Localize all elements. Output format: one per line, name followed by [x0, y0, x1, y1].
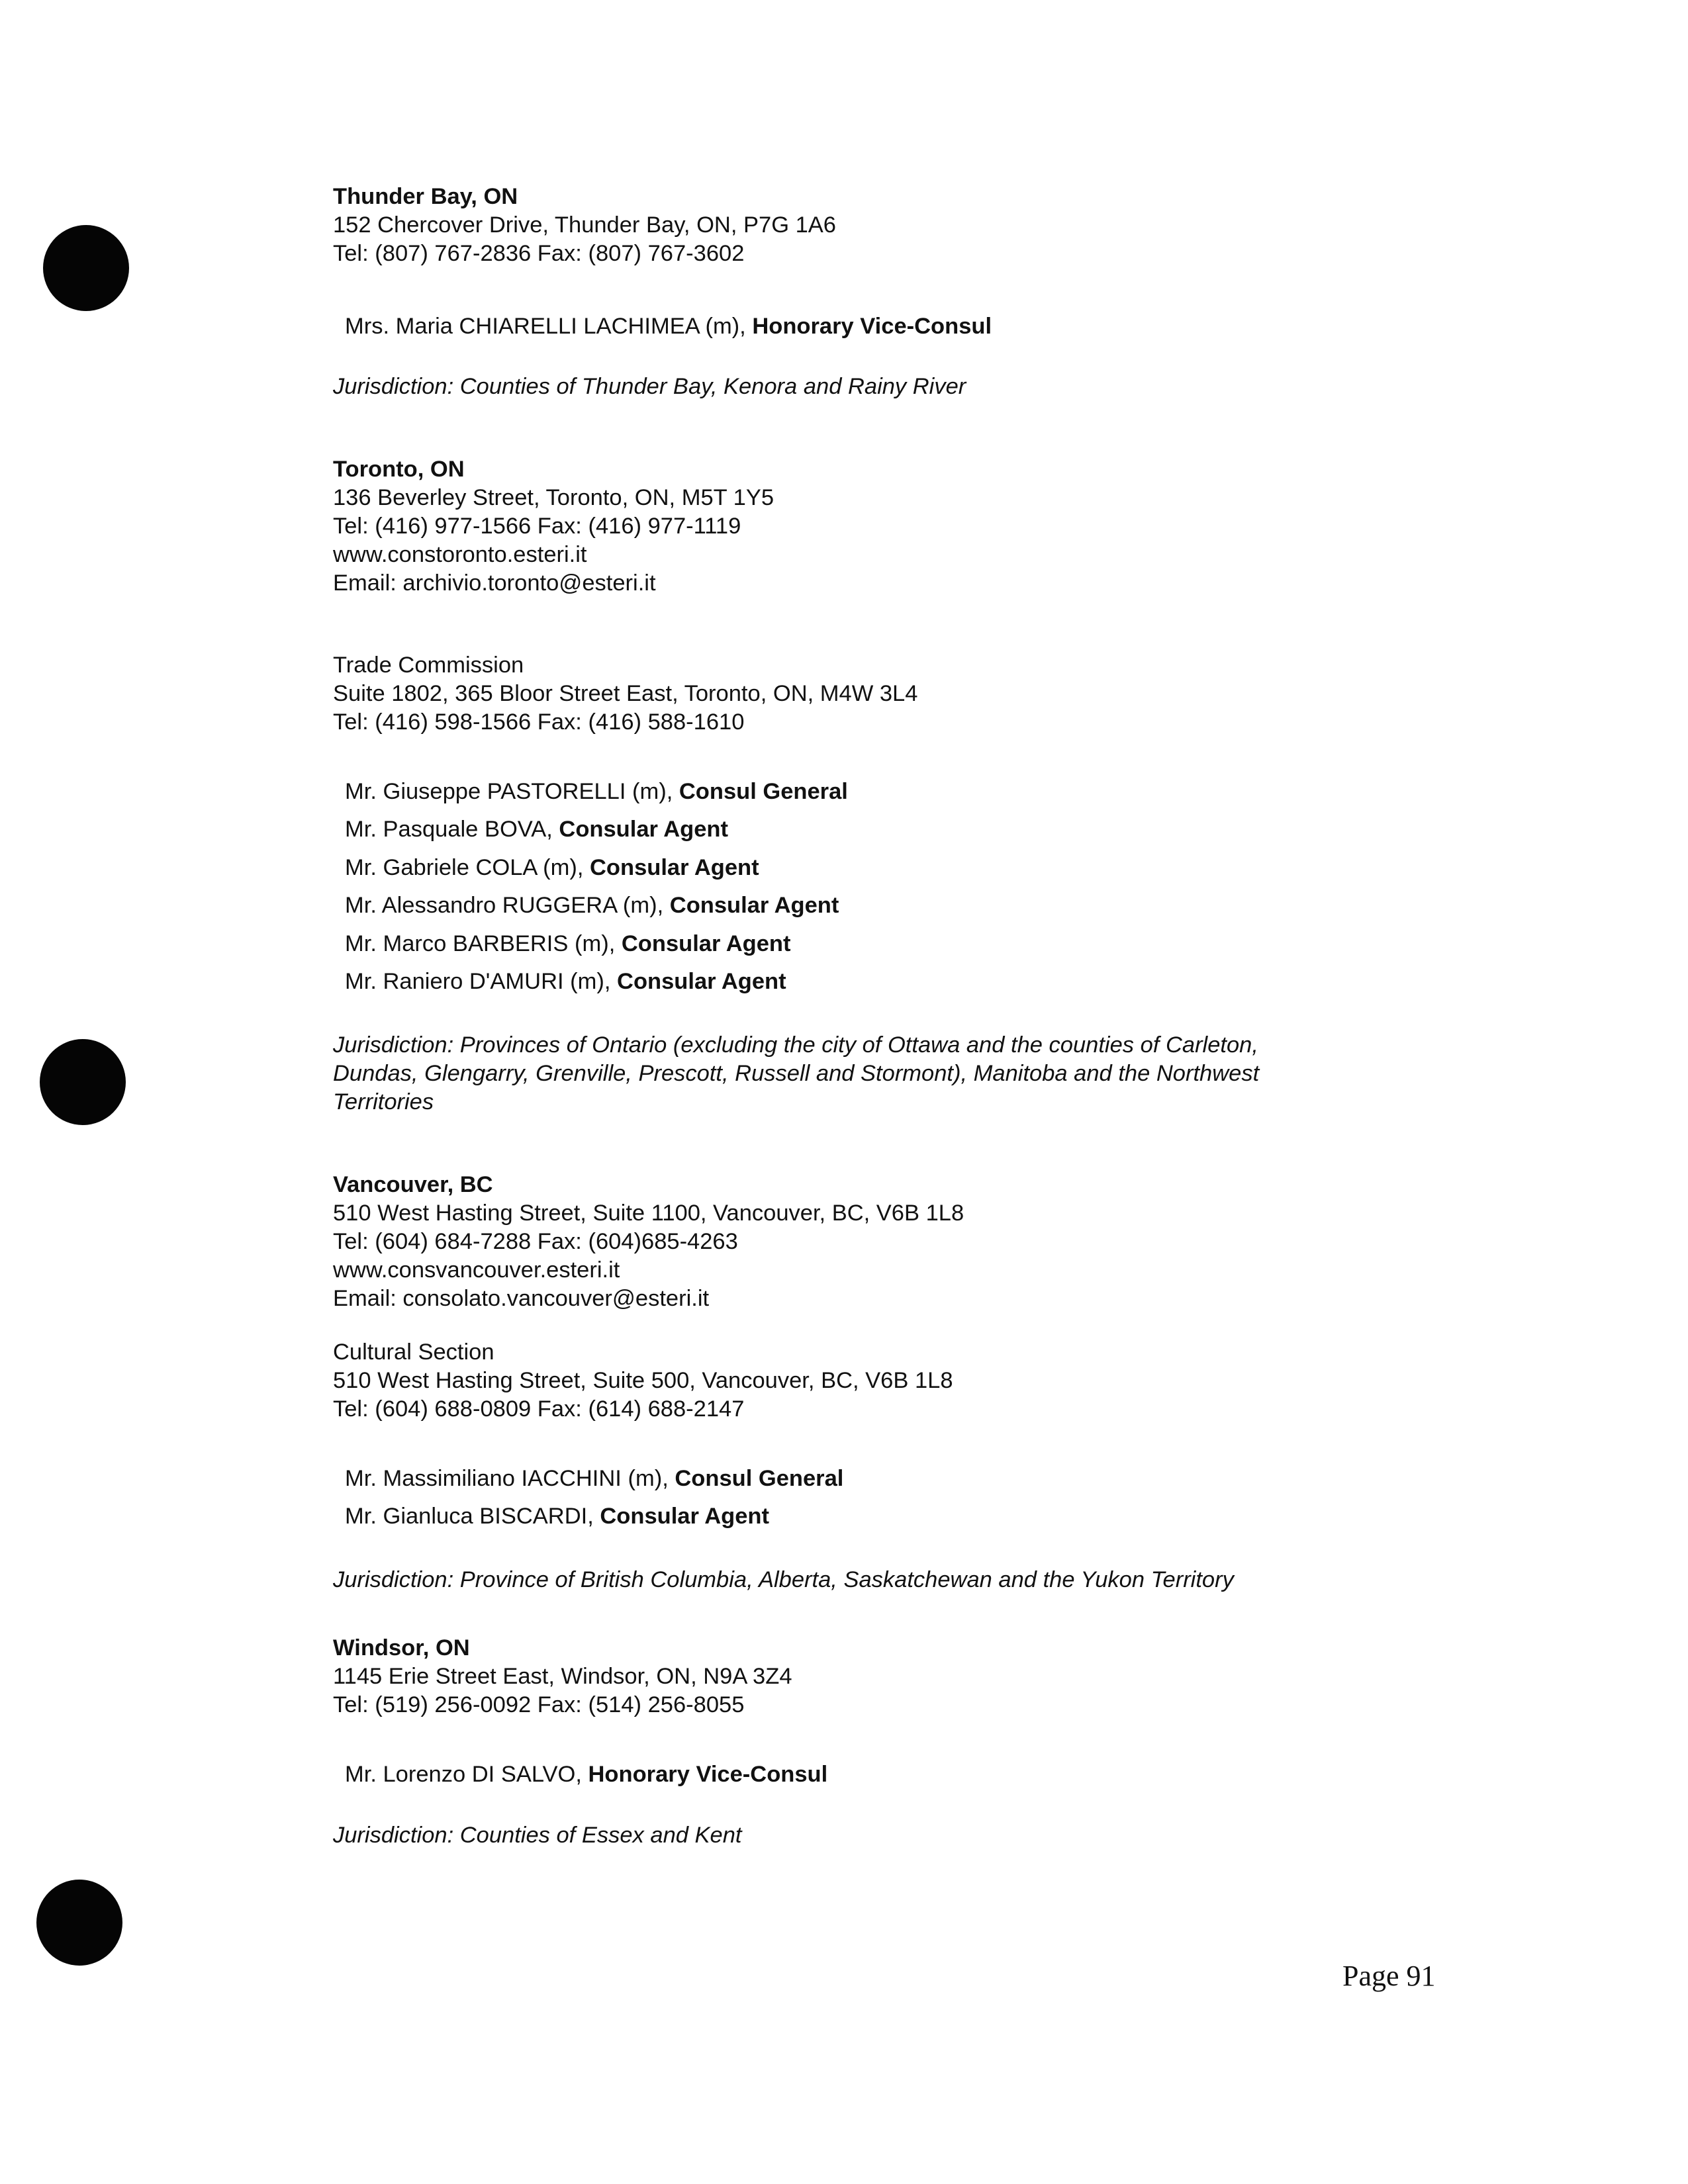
staff-title: Honorary Vice-Consul: [588, 1761, 828, 1787]
entry-toronto: [333, 455, 1458, 1116]
entry-windsor: [333, 1634, 1458, 1850]
staff-title: Honorary Vice-Consul: [752, 314, 992, 339]
city-heading: Toronto, ON: [333, 456, 465, 482]
jurisdiction-text: Jurisdiction: Counties of Thunder Bay, Kenora and Rainy River: [333, 373, 966, 399]
staff-title: Consular Agent: [621, 931, 791, 956]
staff-member: [345, 308, 1458, 346]
phone-line: Tel: (604) 684-7288 Fax: (604)685-4263: [333, 1228, 738, 1254]
jurisdiction-text: [333, 1031, 1458, 1116]
jurisdiction-text: Jurisdiction: Province of British Columbia, Alberta, Saskatchewan and the Yukon Territory: [333, 1567, 1234, 1592]
section-address-line: Suite 1802, 365 Bloor Street East, Toronto, ON, M4W 3L4: [333, 680, 918, 706]
staff-title: Consular Agent: [590, 854, 759, 880]
staff-member: [345, 1756, 1458, 1794]
staff-member: [345, 1460, 1458, 1498]
website-line: www.consvancouver.esteri.it: [333, 1257, 620, 1283]
staff-member: [345, 925, 1458, 964]
consulate-listing: [333, 183, 1458, 1850]
staff-member: [345, 849, 1458, 887]
staff-name: Mr. Marco BARBERIS (m),: [345, 931, 622, 956]
staff-name: Mr. Gianluca BISCARDI,: [345, 1504, 600, 1529]
phone-line: Tel: (416) 977-1566 Fax: (416) 977-1119: [333, 513, 741, 539]
staff-member: [345, 887, 1458, 925]
address-line: 510 West Hasting Street, Suite 1100, Vancouver, BC, V6B 1L8: [333, 1200, 964, 1226]
staff-name: Mrs. Maria CHIARELLI LACHIMEA (m),: [345, 314, 753, 339]
email-line: Email: consolato.vancouver@esteri.it: [333, 1285, 710, 1311]
staff-name: Mr. Giuseppe PASTORELLI (m),: [345, 778, 679, 804]
staff-list: [333, 773, 1458, 1001]
staff-title: Consul General: [679, 778, 848, 804]
phone-line: Tel: (519) 256-0092 Fax: (514) 256-8055: [333, 1692, 745, 1717]
staff-member: [345, 773, 1458, 811]
staff-title: Consular Agent: [559, 817, 728, 842]
city-heading: Vancouver, BC: [333, 1171, 493, 1197]
staff-title: Consular Agent: [669, 893, 839, 918]
page-number: Page 91: [1342, 1960, 1436, 1992]
staff-title: Consular Agent: [600, 1504, 769, 1529]
jurisdiction-text: Jurisdiction: Counties of Essex and Kent: [333, 1823, 742, 1848]
section-heading: Trade Commission: [333, 652, 524, 678]
staff-member: [345, 1498, 1458, 1536]
staff-title: Consul General: [675, 1465, 844, 1491]
punch-hole-top: [43, 225, 129, 311]
entry-vancouver: [333, 1171, 1458, 1594]
staff-name: Mr. Lorenzo DI SALVO,: [345, 1761, 588, 1787]
entry-thunder-bay: [333, 183, 1458, 401]
address-line: 152 Chercover Drive, Thunder Bay, ON, P7G 1A6: [333, 212, 836, 238]
staff-name: Mr. Pasquale BOVA,: [345, 817, 559, 842]
section-phone-line: Tel: (416) 598-1566 Fax: (416) 588-1610: [333, 709, 745, 735]
section-address-line: 510 West Hasting Street, Suite 500, Vancouver, BC, V6B 1L8: [333, 1367, 953, 1393]
staff-name: Mr. Alessandro RUGGERA (m),: [345, 893, 670, 918]
staff-name: Mr. Raniero D'AMURI (m),: [345, 969, 618, 994]
punch-hole-middle: [40, 1039, 126, 1125]
punch-hole-bottom: [36, 1880, 122, 1966]
staff-list: [333, 1756, 1458, 1794]
address-line: 136 Beverley Street, Toronto, ON, M5T 1Y5: [333, 484, 774, 510]
website-line: www.constoronto.esteri.it: [333, 541, 587, 567]
city-heading: Windsor, ON: [333, 1635, 470, 1661]
section-phone-line: Tel: (604) 688-0809 Fax: (614) 688-2147: [333, 1396, 745, 1422]
jurisdiction-line: Territories: [333, 1089, 434, 1115]
email-line: Email: archivio.toronto@esteri.it: [333, 570, 656, 596]
section-heading: Cultural Section: [333, 1339, 494, 1365]
phone-line: Tel: (807) 767-2836 Fax: (807) 767-3602: [333, 241, 745, 266]
city-heading: Thunder Bay, ON: [333, 184, 518, 209]
staff-title: Consular Agent: [617, 969, 786, 994]
staff-member: [345, 811, 1458, 849]
jurisdiction-line: Jurisdiction: Provinces of Ontario (excluding the city of Ottawa and the counties of Carleton,: [333, 1032, 1258, 1058]
staff-name: Mr. Massimiliano IACCHINI (m),: [345, 1465, 675, 1491]
staff-member: [345, 963, 1458, 1001]
address-line: 1145 Erie Street East, Windsor, ON, N9A 3Z4: [333, 1663, 792, 1689]
staff-list: [333, 308, 1458, 346]
jurisdiction-line: Dundas, Glengarry, Grenville, Prescott, Russell and Stormont), Manitoba and the Northwest: [333, 1060, 1260, 1086]
staff-name: Mr. Gabriele COLA (m),: [345, 854, 590, 880]
staff-list: [333, 1460, 1458, 1536]
